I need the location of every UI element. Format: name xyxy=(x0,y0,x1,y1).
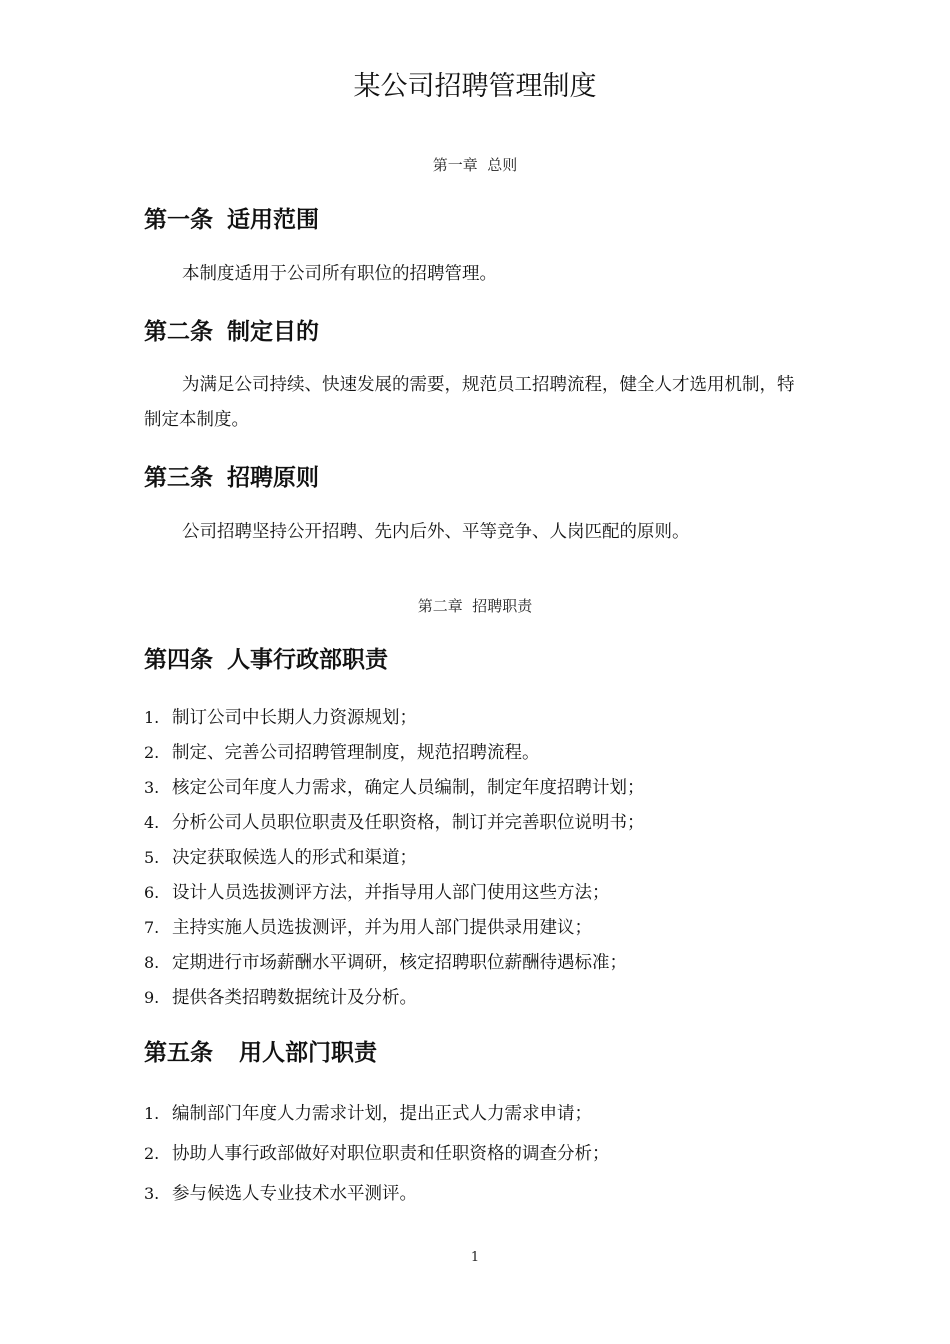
list-item xyxy=(144,984,417,1009)
list-item xyxy=(144,809,645,834)
list-number: 1. xyxy=(144,708,160,727)
article-number: 第一条 xyxy=(144,207,213,233)
list-number: 5. xyxy=(144,848,160,867)
list-number: 2. xyxy=(144,1144,160,1163)
list-number: 3. xyxy=(144,1184,160,1203)
list-number: 6. xyxy=(144,883,160,902)
list-number: 1. xyxy=(144,1104,160,1123)
article-body: 公司招聘坚持公开招聘、先内后外、平等竞争、人岗匹配的原则。 xyxy=(182,522,690,542)
article-title: 用人部门职责 xyxy=(239,1040,377,1066)
article-body: 为满足公司持续、快速发展的需要，规范员工招聘流程，健全人才选用机制，特制定本制度。 xyxy=(144,375,795,430)
list-text: 设计人员选拔测评方法，并指导用人部门使用这些方法； xyxy=(172,883,610,903)
list-item xyxy=(144,704,417,729)
list-number: 8. xyxy=(144,953,160,972)
list-text: 定期进行市场薪酬水平调研，核定招聘职位薪酬待遇标准； xyxy=(172,953,627,973)
list-text: 制定、完善公司招聘管理制度，规范招聘流程。 xyxy=(172,743,540,763)
list-number: 7. xyxy=(144,918,160,937)
list-text: 制订公司中长期人力资源规划； xyxy=(172,708,417,728)
list-text: 提供各类招聘数据统计及分析。 xyxy=(172,988,417,1008)
article-heading xyxy=(144,641,388,674)
list-item xyxy=(144,844,417,869)
list-text: 分析公司人员职位职责及任职资格，制订并完善职位说明书； xyxy=(172,813,645,833)
list-text: 主持实施人员选拔测评，并为用人部门提供录用建议； xyxy=(172,918,592,938)
article-title: 适用范围 xyxy=(227,207,319,233)
list-item xyxy=(144,879,610,904)
article-heading xyxy=(144,201,319,234)
list-number: 2. xyxy=(144,743,160,762)
article-body: 本制度适用于公司所有职位的招聘管理。 xyxy=(182,264,497,284)
list-item xyxy=(144,739,540,764)
list-item xyxy=(144,949,627,974)
list-item xyxy=(144,914,592,939)
list-text: 协助人事行政部做好对职位职责和任职资格的调查分析； xyxy=(172,1144,610,1164)
article-number: 第二条 xyxy=(144,319,213,345)
list-item xyxy=(144,1100,592,1125)
chapter-label: 第二章 xyxy=(417,597,463,615)
list-item xyxy=(144,1180,417,1205)
list-text: 编制部门年度人力需求计划，提出正式人力需求申请； xyxy=(172,1104,592,1124)
chapter-name: 总则 xyxy=(487,156,518,174)
list-text: 参与候选人专业技术水平测评。 xyxy=(172,1184,417,1204)
article-heading xyxy=(144,1034,377,1067)
article-title: 人事行政部职责 xyxy=(227,647,388,673)
list-text: 决定获取候选人的形式和渠道； xyxy=(172,848,417,868)
article-number: 第五条 xyxy=(144,1040,213,1066)
article-title: 制定目的 xyxy=(227,319,319,345)
list-item xyxy=(144,1140,610,1165)
chapter-label: 第一章 xyxy=(432,156,478,174)
article-heading xyxy=(144,459,319,492)
list-text: 核定公司年度人力需求，确定人员编制，制定年度招聘计划； xyxy=(172,778,645,798)
chapter-heading xyxy=(0,154,950,175)
chapter-heading xyxy=(0,595,950,616)
page-number: 1 xyxy=(470,1250,480,1265)
article-heading xyxy=(144,313,319,346)
list-number: 9. xyxy=(144,988,160,1007)
list-item xyxy=(144,774,645,799)
document-title: 某公司招聘管理制度 xyxy=(353,71,597,102)
article-number: 第三条 xyxy=(144,465,213,491)
chapter-name: 招聘职责 xyxy=(472,597,533,615)
article-number: 第四条 xyxy=(144,647,213,673)
article-title: 招聘原则 xyxy=(227,465,319,491)
list-number: 3. xyxy=(144,778,160,797)
list-number: 4. xyxy=(144,813,160,832)
